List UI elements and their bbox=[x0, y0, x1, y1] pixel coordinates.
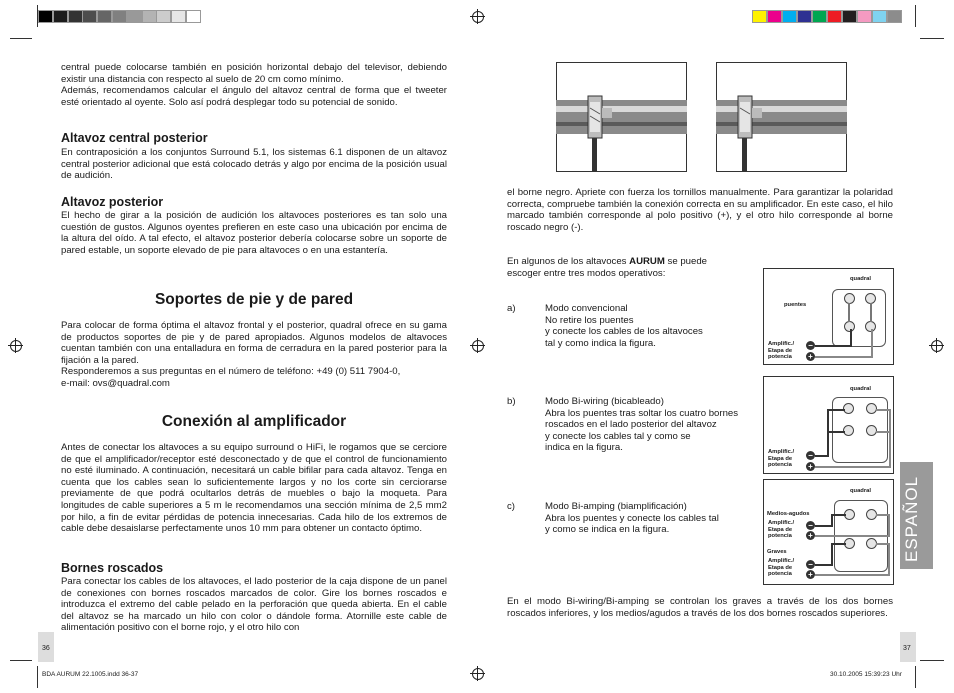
brand-label: quadral bbox=[850, 386, 871, 392]
modes-intro: En algunos de los altavoces AURUM se puede bbox=[507, 256, 708, 267]
registration-mark-top bbox=[471, 10, 485, 24]
minus-icon: − bbox=[806, 521, 815, 530]
crop-mark bbox=[915, 666, 916, 688]
mode-b-text: Modo Bi-wiring (bicableado) Abra los puentes tras soltar los cuatro bornes roscados en el lado posterior del altavoz y conecte los cables tal y como se indica en la figura. bbox=[545, 396, 739, 454]
color-swatch bbox=[872, 10, 887, 23]
mode-c-text: Modo Bi-amping (biamplificación) Abra los puentes y conecte los cables tal y como se indica en la figura. bbox=[545, 501, 719, 536]
gray-swatch bbox=[186, 10, 201, 23]
minus-icon: − bbox=[806, 451, 815, 460]
body-stands: Para colocar de forma óptima el altavoz frontal y el posterior, quadral ofrece en su gama de productos soportes de pie y de pared apropiados. Algunos modelos de altavoces cuentan también con una entalladura en forma de cerradura en la pared posterior para la fijación a la pared. bbox=[61, 320, 447, 366]
plus-icon: + bbox=[806, 531, 815, 540]
closing-paragraph: En el modo Bi-wiring/Bi-amping se controlan los graves a través de los dos bornes roscados inferiores, y los medios/agudos a través de los dos bornes roscados superiores. bbox=[507, 596, 893, 619]
bridges-label: puentes bbox=[784, 302, 807, 308]
binding-post-illustration-2 bbox=[716, 62, 847, 172]
page-number-left: 36 bbox=[42, 645, 50, 652]
crop-mark bbox=[10, 38, 32, 39]
mode-a-text: Modo convencional No retire los puentes y conecte los cables de los altavoces tal y como indica la figura. bbox=[545, 303, 703, 349]
mid-high-label: Medios-agudos bbox=[767, 511, 810, 517]
wiring-diagram-c bbox=[763, 479, 894, 585]
color-swatch bbox=[797, 10, 812, 23]
bass-label: Graves bbox=[767, 549, 787, 555]
modes-intro-line2: escoger entre tres modos operativos: bbox=[507, 268, 666, 279]
brand-label: quadral bbox=[850, 276, 871, 282]
crop-mark bbox=[37, 666, 38, 688]
gray-swatch bbox=[127, 10, 142, 23]
mode-c-letter: c) bbox=[507, 501, 515, 512]
contact-phone: Responderemos a sus preguntas en el número de teléfono: +49 (0) 511 7904-0, bbox=[61, 366, 401, 377]
gray-swatch bbox=[53, 10, 68, 23]
body-rear-center: En contraposición a los conjuntos Surround 5.1, los sistemas 6.1 disponen de un altavoz central posterior adicional que está colocado detrás y algo por encima de la posición usual de audición. bbox=[61, 147, 447, 182]
body-amplifier: Antes de conectar los altavoces a su equipo surround o HiFi, le rogamos que se cerciore de que el amplificador/receptor esté desconectado y de que el control de funcionamiento no esté iluminado. A continuación, necesitará un cable bifilar para cada altavoz. Tenga en cuenta que los cables sean lo suficientemente largos y no los corte sin cerciorarse previamente de que podrá ocultarlos detrás de muebles o bajo la moqueta. Para longitudes de cable superiores a 5 m le recomendamos una sección mínima de 2,5 mm2 por hilo, a fin de evitar pérdidas de potencia innecesarias. Cada hilo de los extremos de cable debe desaislarse perfectamente unos 10 mm para obtener un contacto óptimo. bbox=[61, 442, 447, 535]
brand-aurum: AURUM bbox=[629, 256, 665, 267]
body-rear: El hecho de girar a la posición de audición los altavoces posteriores es tan solo una cuestión de gustos. Algunos oyentes prefieren en este caso una ubicación por encima de la altura del oído. A tal efecto, el altavoz posterior debería colocarse sobre un soporte de pared estable, un soporte elevado de pie para altavoces o en una estantería. bbox=[61, 210, 447, 256]
crop-mark bbox=[920, 660, 944, 661]
minus-icon: − bbox=[806, 341, 815, 350]
registration-mark-left bbox=[9, 339, 23, 353]
registration-mark-right bbox=[930, 339, 944, 353]
footer-file: BDA AURUM 22.1005.indd 36-37 bbox=[42, 671, 139, 678]
page-number-right: 37 bbox=[903, 645, 911, 652]
color-swatch bbox=[752, 10, 767, 23]
gray-swatch bbox=[82, 10, 97, 23]
gray-swatch bbox=[171, 10, 186, 23]
color-swatch bbox=[842, 10, 857, 23]
mode-b-letter: b) bbox=[507, 396, 516, 407]
registration-mark-bottom bbox=[471, 667, 485, 681]
crop-mark bbox=[10, 660, 32, 661]
registration-mark-center bbox=[471, 339, 485, 353]
brand-label: quadral bbox=[850, 488, 871, 494]
amp-label: Amplific./ Etapa de potencia bbox=[768, 341, 795, 360]
color-swatch bbox=[812, 10, 827, 23]
plus-icon: + bbox=[806, 570, 815, 579]
color-swatch bbox=[887, 10, 902, 23]
body-binding-posts: Para conectar los cables de los altavoces, el lado posterior de la caja dispone de un panel de conexiones con bornes roscados marcados de color. Gire los bornes roscados e introduzca el extremo del cable pelado en la perforación que queda abierta. En el cable del altavoz se ha marcado un hilo con color o dándole forma. Atornille este cable de alimentación positivo con el borne rojo, y el otro hilo con bbox=[61, 576, 447, 634]
heading-rear: Altavoz posterior bbox=[61, 195, 164, 209]
wiring-diagram-b bbox=[763, 376, 894, 474]
crop-mark bbox=[915, 5, 916, 27]
crop-mark bbox=[37, 5, 38, 27]
heading-stands: Soportes de pie y de pared bbox=[154, 291, 354, 308]
color-swatch bbox=[767, 10, 782, 23]
gray-swatch bbox=[112, 10, 127, 23]
color-swatch bbox=[857, 10, 872, 23]
language-tab: ESPAÑOL bbox=[900, 462, 933, 569]
gray-swatch bbox=[156, 10, 171, 23]
gray-swatch bbox=[68, 10, 83, 23]
color-swatch bbox=[827, 10, 842, 23]
continuation-paragraph: el borne negro. Apriete con fuerza los tornillos manualmente. Para garantizar la polaridad correcta, compruebe también la conexión correcta en su amplificador. En este caso, el hilo marcado también corresponde al polo positivo (+), y el otro hilo corresponde al borne roscado negro (-). bbox=[507, 187, 893, 233]
intro-paragraph: central puede colocarse también en posición horizontal debajo del televisor, debiendo existir una distancia con respecto al suelo de 20 cm como mínimo. bbox=[61, 62, 447, 85]
plus-icon: + bbox=[806, 462, 815, 471]
heading-binding-posts: Bornes roscados bbox=[61, 561, 164, 575]
amp-label-mid-high: Amplific./ Etapa de potencia bbox=[768, 520, 795, 539]
plus-icon: + bbox=[806, 352, 815, 361]
gray-swatch bbox=[38, 10, 53, 23]
gray-swatch bbox=[142, 10, 157, 23]
amp-label: Amplific./ Etapa de potencia bbox=[768, 449, 795, 468]
minus-icon: − bbox=[806, 560, 815, 569]
gray-swatch bbox=[97, 10, 112, 23]
wiring-diagram-a bbox=[763, 268, 894, 365]
heading-rear-center: Altavoz central posterior bbox=[61, 131, 208, 145]
contact-email: e-mail: ovs@quadral.com bbox=[61, 378, 170, 389]
heading-amplifier: Conexión al amplificador bbox=[161, 413, 347, 430]
footer-date: 30.10.2005 15:39:23 Uhr bbox=[830, 671, 902, 678]
crop-mark bbox=[920, 38, 944, 39]
binding-post-illustration-1 bbox=[556, 62, 687, 172]
color-swatch bbox=[782, 10, 797, 23]
intro-paragraph-2: Además, recomendamos calcular el ángulo del altavoz central de forma que el tweeter esté orientado al oyente. Solo así podrá desplegar todo su potencial de sonido. bbox=[61, 85, 447, 108]
mode-a-letter: a) bbox=[507, 303, 516, 314]
amp-label-bass: Amplific./ Etapa de potencia bbox=[768, 558, 795, 577]
